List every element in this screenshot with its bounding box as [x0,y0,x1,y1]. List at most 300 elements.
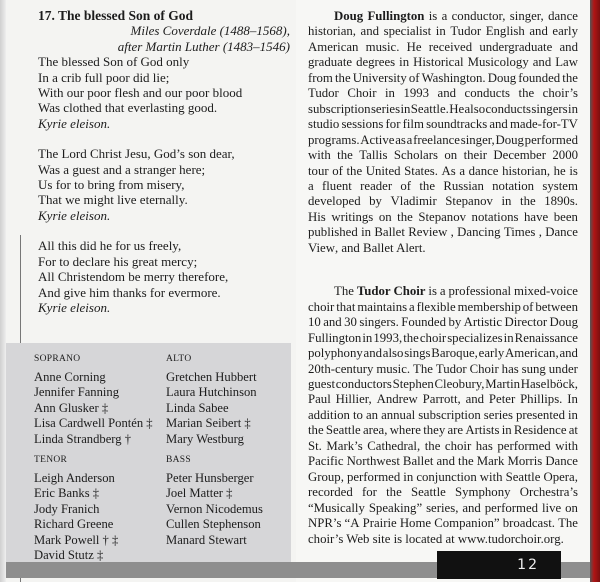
bio-word: Choir [347,86,377,101]
bio-word: Law [555,55,578,70]
bio-word: area, [362,423,388,438]
singer-name: Leigh Anderson [34,470,115,485]
bio-word: have [524,209,549,224]
bio-word: professional [448,284,512,299]
bio-line [308,164,578,179]
bio-line [308,194,578,209]
bio-word: sung [521,361,546,376]
bio-word: choir’s [542,86,578,101]
bio-word: Doug [549,315,578,330]
bio-word: Ballet [374,225,405,240]
bio-word: American [308,39,359,54]
bio-word: 1890s. [544,194,578,209]
bio-word: Times [503,225,536,240]
singer-name: Linda Strandberg † [34,431,131,446]
poem-stanza [38,238,290,315]
bio-word: in [503,330,514,345]
bio-word: dance [548,9,578,23]
bio-word: a [439,284,446,299]
roster-column-left [34,352,153,564]
bio-word: system [542,178,578,193]
poem-refrain: Kyrie eleison. [38,207,111,223]
bio-word: performed [524,132,578,147]
poem-line: Us for to bring from misery, [38,177,185,193]
bio-word: in [501,194,512,209]
voice-section-heading: ALTO [166,354,192,364]
bio-word: sessions [341,117,384,132]
bio-word: Choir [393,284,426,299]
bio-word: Director [504,315,548,330]
bio-word: Seattle. [410,101,449,116]
singer-name: Linda Sabee [166,400,229,415]
bio-word: Stepanov [418,209,466,224]
bio-text-segment: , and [334,240,364,255]
bio-word: degrees [356,55,396,70]
bio-word: Dance [545,454,578,469]
bio-word: conjunction [416,469,477,484]
bio-word: on [444,148,458,163]
bio-word: broadcast. [502,516,555,531]
bio-text-segment: www.tudorchoir.org [457,531,561,546]
bio-word: their [463,148,488,163]
bio-word: Home [399,516,432,531]
bio-word: the [419,178,436,193]
singer-name: Joel Matter ‡ [166,486,233,500]
singer-name: Jennifer Fanning [34,385,119,399]
bio-word: Dance [545,225,578,240]
bio-line [308,439,578,454]
bio-line [308,377,578,392]
bio-word: performed [346,469,401,484]
poem-line: In a crib full poor did lie; [38,69,170,85]
bio-word: is [569,163,578,178]
bio-word: Paul [308,392,331,407]
bio-word: with [555,438,578,453]
poem-stanzas [38,54,290,315]
bio-word: 1993 [403,86,430,101]
poem-line: With our poor flesh and our poor blood [38,85,243,101]
bio-line [308,300,578,315]
bio-word: Doug [495,132,524,147]
bio-word: graduate [308,55,353,70]
poem-refrain: Kyrie eleison. [38,299,111,315]
bio-line [308,315,578,330]
bio-word: music. [376,361,411,376]
singer-name: Laura Hutchinson [166,385,257,399]
bio-word: historian, [308,24,356,39]
bio-word: Renaissance [514,330,578,345]
bio-word: 20th-century [308,361,374,376]
singer-name: Richard Greene [34,517,114,531]
bio-word: writings [331,209,374,224]
bio-word: in [361,225,372,240]
bio-line [308,55,578,70]
bio-word: at [568,423,578,438]
bio-word: and [489,117,508,132]
bio-word: Choir [469,361,499,376]
bio-word: of [332,163,343,178]
bio-word: for [361,485,377,500]
bio-word: conductors [335,376,392,391]
stanza-gap [38,131,290,146]
bio-word: the [518,86,535,101]
bio-word: The [413,361,433,376]
page-edge [590,0,600,582]
bio-line [308,148,578,163]
bio-word: is [428,9,438,23]
bio-word: annual [381,407,416,422]
bio-word: in [403,469,414,484]
bio-word: freelance [413,132,460,147]
bio-word: The [558,516,578,531]
singer-name: Ann Glusker ‡ [34,400,109,415]
bio-text-segment: . [560,531,564,546]
bio-word: Tudor [356,284,391,299]
singer-name: David Stutz ‡ [34,548,104,562]
bio-word: Companion” [434,516,500,531]
poem-line: All Christendom be merry therefore, [38,269,229,285]
bio-word: specializes [447,330,503,345]
singer-name: Manard Stewart [166,532,247,547]
bio-line [308,532,578,547]
bio-word: for [385,117,401,132]
bio-word: where [389,423,421,438]
bio-word: the [458,454,474,469]
bio-word: and [529,24,548,39]
bio-word: on [378,209,392,224]
bio-word: Fullington [308,330,362,345]
bio-word: and [465,392,485,407]
bio-word: developed [308,194,361,209]
bio-word: received [428,39,473,54]
poem-title: 17. The blessed Son of God [38,8,194,23]
singer-name: Eric Banks ‡ [34,486,100,500]
poem-line: Was a guest and a stranger here; [38,161,206,177]
bio-word: the [334,70,351,85]
bio-word: specialist [383,24,432,39]
bio-word: addition [308,407,350,422]
bio-word: “Musically [308,500,365,515]
singer-name: Marian Seibert ‡ [166,416,251,430]
bio-word: founded [518,70,561,85]
bio-word: conducts [464,86,511,101]
bio-word: notation [492,178,535,193]
bio-word: December [493,148,546,163]
bio-word: to [352,407,363,422]
bio-word: and [559,39,578,54]
bio-word: and [437,86,457,101]
bio-word: as [395,132,406,147]
bio-word: University [352,70,407,85]
bio-word: singer, [509,9,544,23]
bio-line [308,117,578,132]
bio-word: and [363,346,383,361]
poem-refrain: Kyrie eleison. [38,115,111,131]
bio-word: in [501,423,512,438]
bio-word: Artists [465,423,500,438]
bio-word: “A [344,516,360,531]
bio-text [308,9,578,547]
bio-text-segment: View [308,240,335,255]
bio-word: soundtracks [426,117,488,132]
bio-word: Artistic [463,315,503,330]
poem-line: The Lord Christ Jesu, God’s son dear, [38,146,235,162]
bio-word: in [568,407,578,422]
bio-word: NPR’s [308,516,342,531]
bio-word: Mark’s [326,438,363,453]
bio-word: undergraduate [479,39,553,54]
bio-word: 10 [308,315,321,330]
bio-word: Fullington [367,9,425,23]
bio-word: Historical [413,55,464,70]
bio-word: has [475,438,493,453]
bio-word: conducts [485,101,531,116]
poem-line: All this did he for us freely, [38,238,182,254]
bio-word: the [346,163,363,178]
bio-word: the [424,438,441,453]
bio-word: Symphony [455,485,511,500]
bio-word: and [559,346,578,361]
bio-word: 2000 [552,148,578,163]
voice-section-heading: SOPRANO [34,354,81,364]
bio-line [308,210,578,225]
bio-text-segment: Ballet Alert [363,240,423,255]
bio-word: He [449,101,465,116]
bio-word: series [370,101,401,116]
bio-word: made-for-TV [509,117,578,132]
bio-line [308,40,578,55]
paragraph-gap [308,256,578,284]
bio-word: Hillier, [335,392,372,407]
bio-word: and [323,315,342,330]
bio-word: in [362,330,373,345]
bio-word: Doug [487,70,517,85]
bio-word: Russian [443,178,484,193]
bio-word: Peter [488,392,516,407]
bio-word: between [535,299,578,314]
bio-word: choir [444,438,472,453]
bio-word: polyphony [308,346,363,361]
bio-word: from [308,70,333,85]
bio-word: singer, [460,132,495,147]
bio-line [308,133,578,148]
bio-word: with [308,148,331,163]
bio-word: Doug [334,9,364,23]
bio-word: they [423,423,446,438]
poem-line: Was clothed that everlasting good. [38,100,218,116]
bio-word: also [464,101,486,116]
bio-word: of [408,70,420,85]
bio-word: the [337,148,353,163]
bio-word: series, [426,500,459,515]
singer-name: Jody Franich [34,501,100,516]
bio-line [308,501,578,516]
bio-word: Tudor [435,361,467,376]
bio-word: the [397,209,413,224]
bio-word: performed [497,438,551,453]
bio-word: a [308,178,314,193]
bio-word: been [553,209,578,224]
bio-word: Stepanov [445,194,493,209]
poem-attribution-line: Miles Coverdale (1488–1568), [130,23,290,39]
bio-word: presented [515,407,565,422]
bio-line [308,485,578,500]
bio-word: live [542,500,562,515]
bio-word: English [485,24,525,39]
bio-word: Stephen [392,376,434,391]
bio-word: the [403,330,419,345]
poem-line: That we might live eternally. [38,192,188,208]
bio-word: in [568,101,578,116]
bio-word: on [565,500,578,515]
bio-word: is [428,284,437,299]
bio-word: , [538,225,542,240]
bio-word: His [308,209,326,224]
bio-word: American, [505,346,559,361]
bio-word: the [308,423,324,438]
bio-word: Tallis [359,148,388,163]
bio-word: Review [408,225,448,240]
bio-word: in [400,101,411,116]
poem-line: The blessed Son of God only [38,54,190,70]
bio-word: Andrew [376,392,418,407]
bio-line [308,71,578,86]
bio-word: In [567,392,578,407]
bio-word: in [435,24,446,39]
bio-word: a [408,299,415,314]
roster-box [6,343,291,563]
bio-word: music. [365,39,400,54]
poem-line: For to declare his great mercy; [38,253,198,269]
bio-word: flexible [416,299,456,314]
bio-word: Cathedral, [367,438,421,453]
bio-word: Seattle [505,469,541,484]
bio-word: Seattle [410,485,446,500]
bio-word: recorded [308,485,353,500]
bio-word: performed [484,500,539,515]
bio-word: Opera, [543,469,578,484]
bio-word: the [562,70,578,85]
bio-word: reader [360,178,393,193]
bio-line [308,86,578,101]
bio-word: film [402,117,424,132]
page-number: 12 [437,551,561,579]
bio-word: mixed-voice [514,284,578,299]
bio-word: that [336,299,356,314]
bio-word: in [384,86,395,101]
bio-word: dance [468,163,499,178]
bio-word: under [548,361,578,376]
bio-line [308,9,578,24]
singer-name: Peter Hunsberger [166,470,254,485]
bio-line [308,516,578,531]
poem-stanza [38,146,290,223]
bio-line [308,454,578,469]
bio-word: by [448,315,462,330]
singer-name: Vernon Nicodemus [166,501,263,516]
bio-line [308,362,578,377]
singer-name: Gretchen Hubbert [166,369,257,384]
poem-line: And give him thanks for evermore. [38,284,221,300]
bio-word: Prairie [362,516,397,531]
bio-word: Dancing [457,225,501,240]
bio-line [308,284,578,299]
bio-word: and [532,55,552,70]
bio-word: published [308,225,358,240]
singer-name: Mark Powell † ‡ [34,532,119,547]
bio-word: of [522,299,534,314]
bio-word: subscription [308,101,371,116]
bio-word: States. [404,163,438,178]
bio-word: and [360,24,380,39]
bio-word: Vladimir [390,194,437,209]
bio-word: of [400,178,412,193]
bio-line [308,470,578,485]
bio-word: He [406,39,422,54]
bio-word: the [520,194,536,209]
bio-word: , [450,225,454,240]
bio-word: are [447,423,464,438]
stanza-gap [38,223,290,238]
bio-text-segment: . [422,240,426,255]
bio-word: the [386,485,402,500]
bio-word: tour [308,163,329,178]
bio-word: United [365,163,401,178]
bio-word: Founded [401,315,447,330]
bio-word: with [479,469,503,484]
bio-word: an [365,407,379,422]
bio-line [308,102,578,117]
bio-word: fluent [321,178,352,193]
bio-word: by [369,194,382,209]
singer-name: Cullen Stephenson [166,517,261,531]
bio-word: Mark [476,454,505,469]
bio-word: and [436,454,455,469]
bio-word: Parrott, [422,392,461,407]
singer-name: Anne Corning [34,369,106,384]
bio-word: Group, [308,469,344,484]
bio-word: singers. [359,315,399,330]
bio-word: guest [308,376,336,391]
bio-word: has [501,361,519,376]
bio-word: early [478,346,505,361]
bio-word: Washington. [421,70,486,85]
bio-word: choir [419,330,447,345]
bio-word: Cleobury, [434,376,485,391]
bio-word: Scholars [393,148,438,163]
bio-word: early [552,24,578,39]
bio-word: and [462,500,481,515]
bio-word: sings [404,346,431,361]
bio-word: historian, [502,163,551,178]
poem-stanza [38,54,290,131]
roster-column-right [166,352,263,548]
bio-word: Musicology [467,55,529,70]
singer-name: Lisa Cardwell Pontén ‡ [34,416,153,430]
bio-word: Orchestra’s [519,485,578,500]
bio-word: Residence [513,423,567,438]
bio-word: Pacific [308,454,344,469]
bio-word: Phillips. [520,392,563,407]
bio-text-segment: choir’s Web site is located at [308,531,458,546]
bio-word: singers [531,101,568,116]
bio-word: programs. [308,132,360,147]
bio-word: also [382,346,404,361]
bio-word: maintains [357,299,408,314]
bio-word: choir [308,299,335,314]
poem [38,8,290,315]
poem-attribution-line: after Martin Luther (1483–1546) [117,38,290,54]
